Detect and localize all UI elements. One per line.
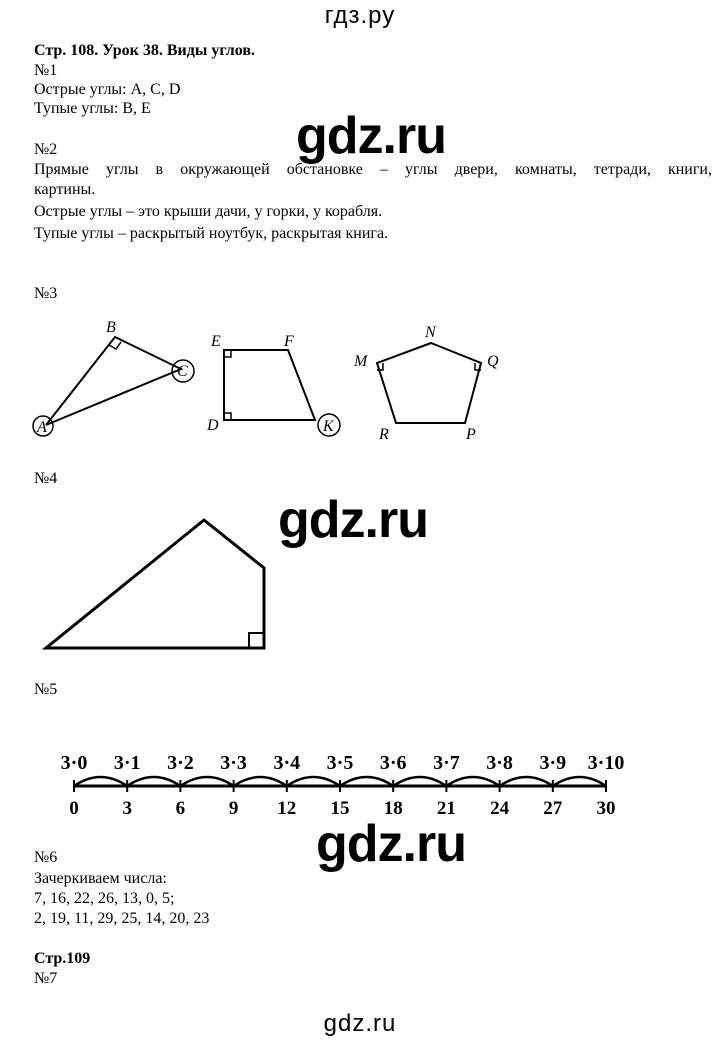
top-label: 3·4	[273, 752, 301, 774]
task4-number: №4	[34, 470, 58, 487]
task3-figures	[0, 305, 720, 445]
axis-label: 27	[543, 798, 563, 819]
task2-line1: Прямые углы в окружающей обстановке – углы двери, комнаты, тетради, книги,	[34, 161, 712, 178]
top-label: 3·7	[433, 752, 460, 774]
axis-label: 0	[69, 798, 79, 819]
task7-number: №7	[34, 970, 58, 987]
pentagon-obtuse-shape	[46, 520, 264, 648]
task4-figure	[0, 510, 720, 655]
task6-line3: 2, 19, 11, 29, 25, 14, 20, 23	[34, 910, 210, 927]
trapezoid-shape	[224, 350, 315, 420]
label-m: M	[354, 353, 368, 370]
task5-number: №5	[34, 681, 58, 698]
lesson-title: Стр. 108. Урок 38. Виды углов.	[34, 42, 255, 59]
site-footer: gdz.ru	[323, 1010, 397, 1037]
task3-number: №3	[34, 285, 58, 302]
page109-title: Стр.109	[34, 950, 91, 967]
right-angle-mark-e	[224, 350, 231, 357]
task1-line2: Тупые углы: B, E	[34, 100, 151, 117]
label-k: K	[323, 418, 334, 435]
watermark-3: gdz.ru	[316, 815, 466, 873]
label-c: C	[177, 363, 188, 380]
top-label: 3·10	[587, 752, 625, 774]
label-r: R	[379, 426, 389, 443]
triangle-shape	[46, 337, 181, 425]
top-label: 3·3	[220, 752, 247, 774]
watermark-2: gdz.ru	[278, 491, 428, 549]
top-label: 3·8	[486, 752, 513, 774]
task2-number: №2	[34, 141, 58, 158]
right-angle-mark	[249, 633, 264, 648]
task1-number: №1	[34, 62, 58, 79]
task2-line2: картины.	[34, 181, 96, 198]
label-a: A	[37, 419, 47, 436]
task2-line3: Острые углы – это крыши дачи, у горки, у корабля.	[34, 203, 383, 220]
axis-label: 18	[383, 798, 403, 819]
axis-label: 24	[490, 798, 510, 819]
top-label: 3·5	[326, 752, 354, 774]
watermark-1: gdz.ru	[296, 107, 446, 165]
top-label: 3·6	[379, 752, 407, 774]
label-b: B	[106, 319, 116, 336]
task1-line1: Острые углы: A, C, D	[34, 81, 181, 98]
task5-number-line	[0, 745, 720, 825]
right-angle-mark-d	[224, 413, 231, 420]
task6-line1: Зачеркиваем числа:	[34, 870, 167, 887]
top-label: 3·2	[167, 752, 194, 774]
site-header: гдз.ру	[324, 2, 396, 29]
top-label: 3·0	[60, 752, 88, 774]
label-f: F	[284, 333, 294, 350]
axis-label: 6	[175, 798, 186, 819]
task2-line4: Тупые углы – раскрытый ноутбук, раскрытая книга.	[34, 225, 389, 242]
label-e: E	[211, 333, 221, 350]
label-d: D	[207, 417, 219, 434]
label-p: P	[466, 426, 476, 443]
axis-label: 3	[122, 798, 132, 819]
axis-label: 9	[228, 798, 239, 819]
axis-label: 12	[277, 798, 297, 819]
top-label: 3·9	[539, 752, 567, 774]
task6-line2: 7, 16, 22, 26, 13, 0, 5;	[34, 890, 175, 907]
axis-label: 30	[596, 798, 616, 819]
label-q: Q	[487, 353, 499, 370]
task6-number: №6	[34, 849, 58, 866]
top-label: 3·1	[113, 752, 141, 774]
axis-label: 21	[436, 798, 456, 819]
label-n: N	[425, 324, 436, 341]
pentagon-shape	[377, 343, 481, 423]
axis-label: 15	[330, 798, 350, 819]
